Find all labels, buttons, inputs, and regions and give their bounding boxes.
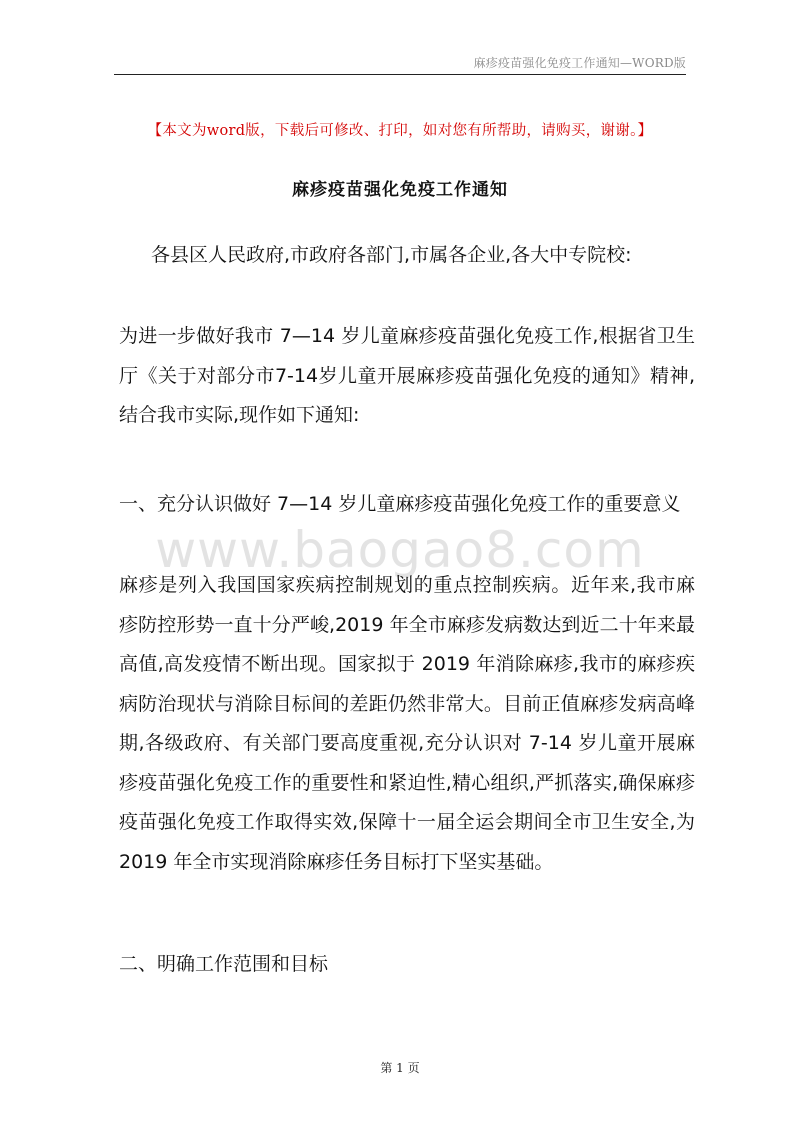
- running-header: 麻疹疫苗强化免疫工作通知—WORD版: [473, 56, 686, 70]
- section-2-heading: 二、明确工作范围和目标: [119, 953, 329, 975]
- watermark: www.baogao8.com: [155, 521, 645, 579]
- header-divider: [114, 74, 686, 75]
- section-1-heading: 一、充分认识做好 7—14 岁儿童麻疹疫苗强化免疫工作的重要意义: [119, 493, 681, 515]
- purchase-notice: 【本文为word版，下载后可修改、打印，如对您有所帮助，请购买，谢谢。】: [147, 123, 653, 139]
- intro-paragraph: 为进一步做好我市 7—14 岁儿童麻疹疫苗强化免疫工作,根据省卫生厅《关于对部分市7-14岁儿童开展麻疹疫苗强化免疫的通知》精神,结合我市实际,现作如下通知:: [119, 325, 695, 426]
- salutation: 各县区人民政府,市政府各部门,市属各企业,各大中专院校:: [151, 244, 632, 266]
- page-number: 第 1 页: [380, 1061, 420, 1075]
- section-1-body: 麻疹是列入我国国家疾病控制规划的重点控制疾病。近年来,我市麻疹防控形势一直十分严峻,2019 年全市麻疹发病数达到近二十年来最高值,高发疫情不断出现。国家拟于 2019 年消除麻疹,我市的麻疹疾病防治现状与消除目标间的差距仍然非常大。目前正值麻疹发病高峰期,各级政府、有关部门要高度重视,充分认识对 7-14 岁儿童开展麻疹疫苗强化免疫工作的重要性和紧迫性,精心组织,严抓落实,确保麻疹疫苗强化免疫工作取得实效,保障十一届全运会期间全市卫生安全,为 2019 年全市实现消除麻疹任务目标打下坚实基础。: [119, 574, 695, 873]
- document-title: 麻疹疫苗强化免疫工作通知: [292, 180, 508, 200]
